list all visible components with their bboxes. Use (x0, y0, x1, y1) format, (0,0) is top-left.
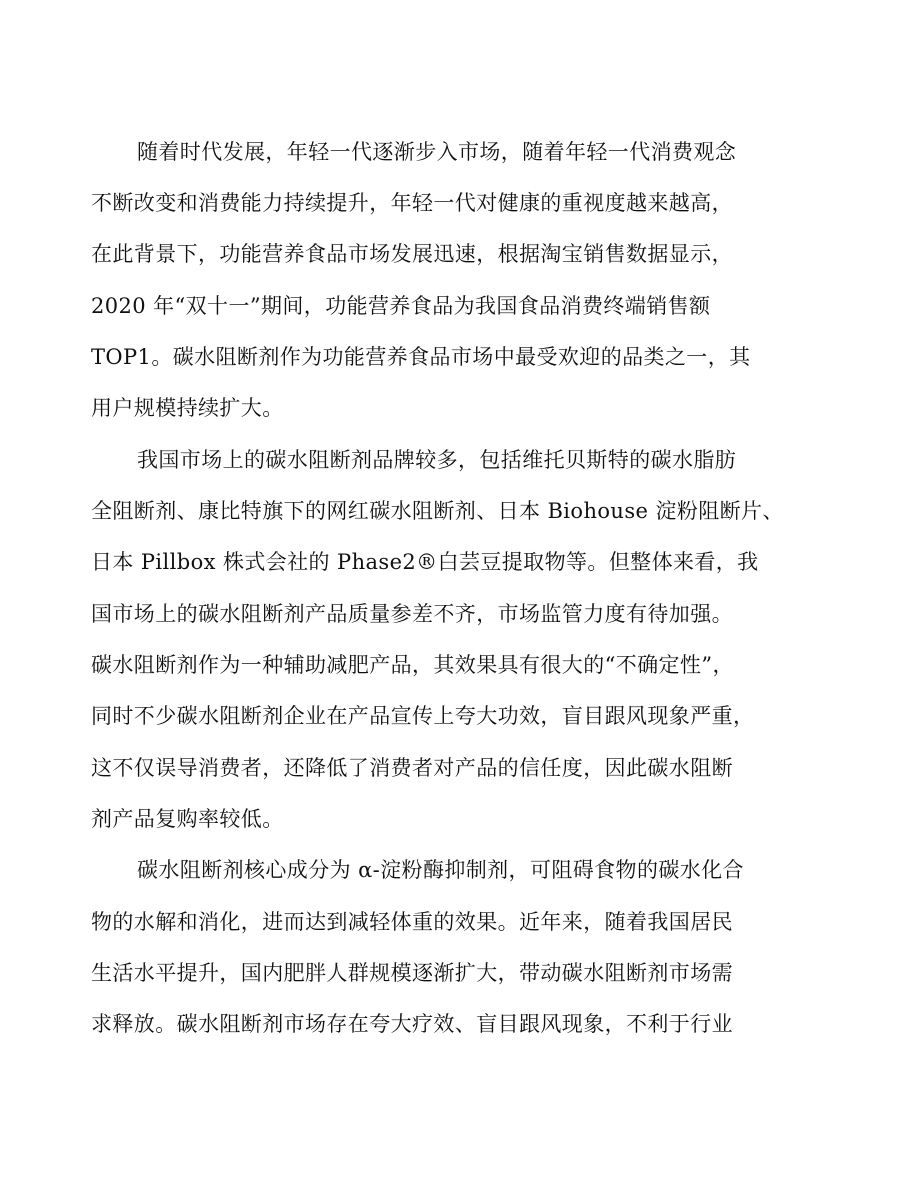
text-line: 在此背景下，功能营养食品市场发展迅速，根据淘宝销售数据显示， (91, 242, 733, 266)
text-line: 同时不少碳水阻断剂企业在产品宣传上夸大功效，盲目跟风现象严重， (91, 704, 755, 728)
text-line: 生活水平提升，国内肥胖人群规模逐渐扩大，带动碳水阻断剂市场需 (91, 961, 733, 985)
text-line: 这不仅误导消费者，还降低了消费者对产品的信任度，因此碳水阻断 (91, 756, 733, 780)
text-line: 不断改变和消费能力持续提升，年轻一代对健康的重视度越来越高， (91, 191, 733, 215)
text-line: 剂产品复购率较低。 (91, 807, 284, 831)
text-line: TOP1。碳水阻断剂作为功能营养食品市场中最受欢迎的品类之一，其 (91, 345, 751, 369)
text-line: 随着时代发展，年轻一代逐渐步入市场，随着年轻一代消费观念 (137, 140, 737, 164)
text-line: 2020 年“双十一”期间，功能营养食品为我国食品消费终端销售额 (91, 294, 711, 318)
text-line: 日本 Pillbox 株式会社的 Phase2®白芸豆提取物等。但整体来看，我 (91, 550, 759, 574)
text-line: 国市场上的碳水阻断剂产品质量参差不齐，市场监管力度有待加强。 (91, 602, 733, 626)
text-line: 我国市场上的碳水阻断剂品牌较多，包括维托贝斯特的碳水脂肪 (137, 448, 737, 472)
text-line: 碳水阻断剂作为一种辅助减肥产品，其效果具有很大的“不确定性”， (91, 653, 734, 677)
text-line: 碳水阻断剂核心成分为 α-淀粉酶抑制剂，可阻碍食物的碳水化合 (137, 858, 744, 882)
text-line: 物的水解和消化，进而达到减轻体重的效果。近年来，随着我国居民 (91, 910, 733, 934)
text-line: 用户规模持续扩大。 (91, 396, 284, 420)
text-line: 全阻断剂、康比特旗下的网红碳水阻断剂、日本 Biohouse 淀粉阻断片、 (91, 499, 784, 523)
text-line: 求释放。碳水阻断剂市场存在夸大疗效、盲目跟风现象，不利于行业 (91, 1012, 733, 1036)
